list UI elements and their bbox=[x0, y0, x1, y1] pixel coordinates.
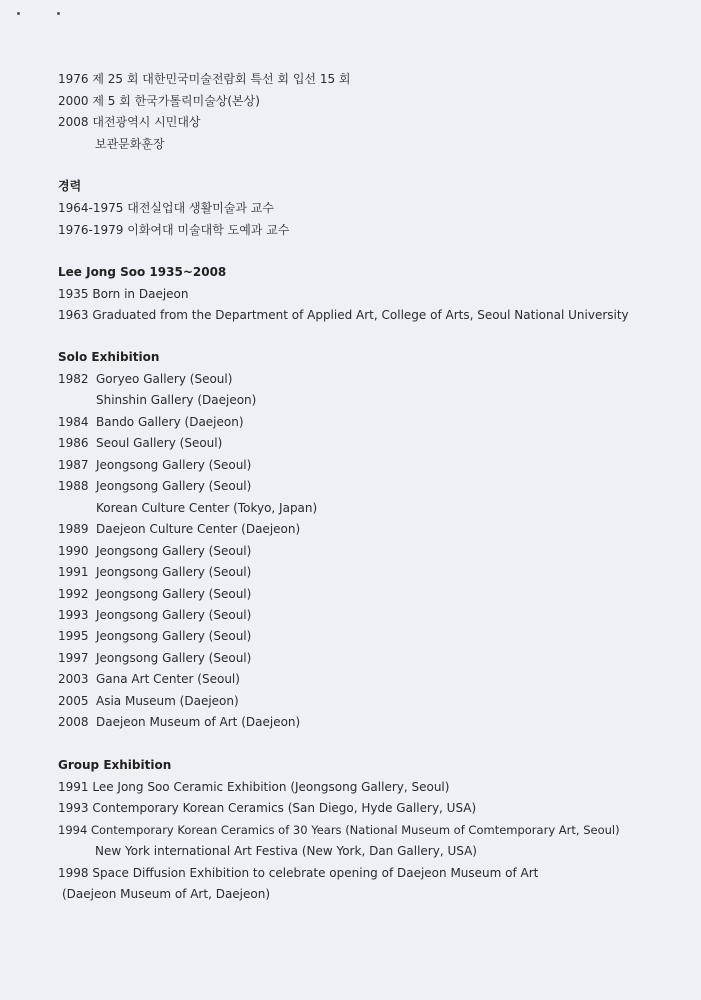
solo-year: 1987 bbox=[58, 458, 89, 472]
bio-row bbox=[58, 287, 189, 301]
solo-year: 1988 bbox=[58, 479, 89, 493]
group-text: Contemporary Korean Ceramics of 30 Years (National Museum of Comtemporary Art, Seoul) bbox=[90, 823, 620, 837]
solo-row bbox=[58, 694, 239, 708]
solo-text: Korean Culture Center (Tokyo, Japan) bbox=[96, 501, 318, 515]
bio-year: 1963 bbox=[58, 308, 89, 322]
solo-text: Goryeo Gallery (Seoul) bbox=[96, 372, 233, 386]
career-years: 1964-1975 bbox=[58, 201, 124, 215]
solo-text: Jeongsong Gallery (Seoul) bbox=[96, 458, 252, 472]
group-row bbox=[58, 866, 538, 880]
solo-row bbox=[58, 629, 251, 643]
solo-year: 2008 bbox=[58, 715, 89, 729]
award-text: 제 5 회 한국가톨릭미술상(본상) bbox=[92, 94, 260, 108]
group-text: (Daejeon Museum of Art, Daejeon) bbox=[62, 887, 271, 901]
bio-row bbox=[58, 308, 629, 322]
award-row bbox=[58, 115, 201, 129]
solo-row bbox=[58, 608, 251, 622]
bio-text: Graduated from the Department of Applied Art, College of Arts, Seoul National University bbox=[92, 308, 629, 322]
solo-text: Seoul Gallery (Seoul) bbox=[96, 436, 223, 450]
solo-year: 1992 bbox=[58, 587, 89, 601]
solo-year: 2005 bbox=[58, 694, 89, 708]
solo-text: Jeongsong Gallery (Seoul) bbox=[96, 608, 252, 622]
career-row bbox=[58, 201, 274, 215]
solo-text: Jeongsong Gallery (Seoul) bbox=[96, 587, 252, 601]
solo-year: 1982 bbox=[58, 372, 89, 386]
solo-row bbox=[58, 651, 251, 665]
solo-text: Gana Art Center (Seoul) bbox=[96, 672, 240, 686]
group-heading: Group Exhibition bbox=[58, 758, 172, 772]
group-row bbox=[58, 780, 449, 794]
career-heading: 경력 bbox=[58, 179, 82, 193]
solo-row bbox=[58, 715, 300, 729]
career-text: 대전실업대 생활미술과 교수 bbox=[127, 201, 274, 215]
award-row bbox=[58, 72, 351, 86]
group-text: Contemporary Korean Ceramics (San Diego, Hyde Gallery, USA) bbox=[92, 801, 477, 815]
solo-text: Shinshin Gallery (Daejeon) bbox=[96, 393, 257, 407]
group-year: 1994 bbox=[58, 823, 88, 837]
group-text: Space Diffusion Exhibition to celebrate opening of Daejeon Museum of Art bbox=[92, 866, 539, 880]
solo-text: Asia Museum (Daejeon) bbox=[96, 694, 239, 708]
group-text: New York international Art Festiva (New York, Dan Gallery, USA) bbox=[95, 844, 477, 858]
career-years: 1976-1979 bbox=[58, 223, 124, 237]
scan-speck bbox=[17, 12, 20, 15]
solo-year: 1990 bbox=[58, 544, 89, 558]
solo-text: Jeongsong Gallery (Seoul) bbox=[96, 544, 252, 558]
solo-row bbox=[58, 501, 317, 515]
solo-year: 1989 bbox=[58, 522, 89, 536]
scan-speck bbox=[57, 12, 60, 15]
solo-text: Daejeon Museum of Art (Daejeon) bbox=[96, 715, 301, 729]
solo-text: Jeongsong Gallery (Seoul) bbox=[96, 629, 252, 643]
group-row bbox=[58, 823, 620, 837]
solo-year: 1986 bbox=[58, 436, 89, 450]
award-year: 2008 bbox=[58, 115, 89, 129]
solo-year: 1995 bbox=[58, 629, 89, 643]
group-text: Lee Jong Soo Ceramic Exhibition (Jeongsong Gallery, Seoul) bbox=[92, 780, 450, 794]
award-year: 1976 bbox=[58, 72, 89, 86]
solo-row bbox=[58, 393, 256, 407]
solo-row bbox=[58, 587, 251, 601]
solo-text: Jeongsong Gallery (Seoul) bbox=[96, 479, 252, 493]
group-year: 1993 bbox=[58, 801, 89, 815]
award-text: 대전광역시 시민대상 bbox=[92, 115, 201, 129]
solo-heading: Solo Exhibition bbox=[58, 350, 160, 364]
solo-row bbox=[58, 479, 251, 493]
solo-row bbox=[58, 544, 251, 558]
solo-text: Bando Gallery (Daejeon) bbox=[96, 415, 244, 429]
solo-year: 2003 bbox=[58, 672, 89, 686]
group-row bbox=[62, 887, 270, 901]
solo-year: 1984 bbox=[58, 415, 89, 429]
solo-text: Daejeon Culture Center (Daejeon) bbox=[96, 522, 301, 536]
solo-text: Jeongsong Gallery (Seoul) bbox=[96, 651, 252, 665]
solo-row bbox=[58, 415, 244, 429]
solo-row bbox=[58, 372, 232, 386]
career-text: 이화여대 미술대학 도예과 교수 bbox=[127, 223, 290, 237]
award-year: 2000 bbox=[58, 94, 89, 108]
solo-row bbox=[58, 522, 300, 536]
group-row bbox=[58, 801, 476, 815]
bio-heading: Lee Jong Soo 1935~2008 bbox=[58, 265, 227, 279]
solo-row bbox=[58, 458, 251, 472]
group-year: 1991 bbox=[58, 780, 89, 794]
group-row bbox=[95, 844, 477, 858]
solo-row bbox=[58, 436, 222, 450]
career-row bbox=[58, 223, 289, 237]
award-row bbox=[58, 94, 260, 108]
solo-row bbox=[58, 565, 251, 579]
solo-year: 1991 bbox=[58, 565, 89, 579]
solo-year: 1993 bbox=[58, 608, 89, 622]
solo-text: Jeongsong Gallery (Seoul) bbox=[96, 565, 252, 579]
solo-year: 1997 bbox=[58, 651, 89, 665]
award-text: 제 25 회 대한민국미술전람회 특선 회 입선 15 회 bbox=[92, 72, 351, 86]
award-row bbox=[95, 137, 165, 151]
bio-year: 1935 bbox=[58, 287, 89, 301]
award-text: 보관문화훈장 bbox=[95, 137, 165, 151]
bio-text: Born in Daejeon bbox=[92, 287, 189, 301]
group-year: 1998 bbox=[58, 866, 89, 880]
solo-row bbox=[58, 672, 240, 686]
